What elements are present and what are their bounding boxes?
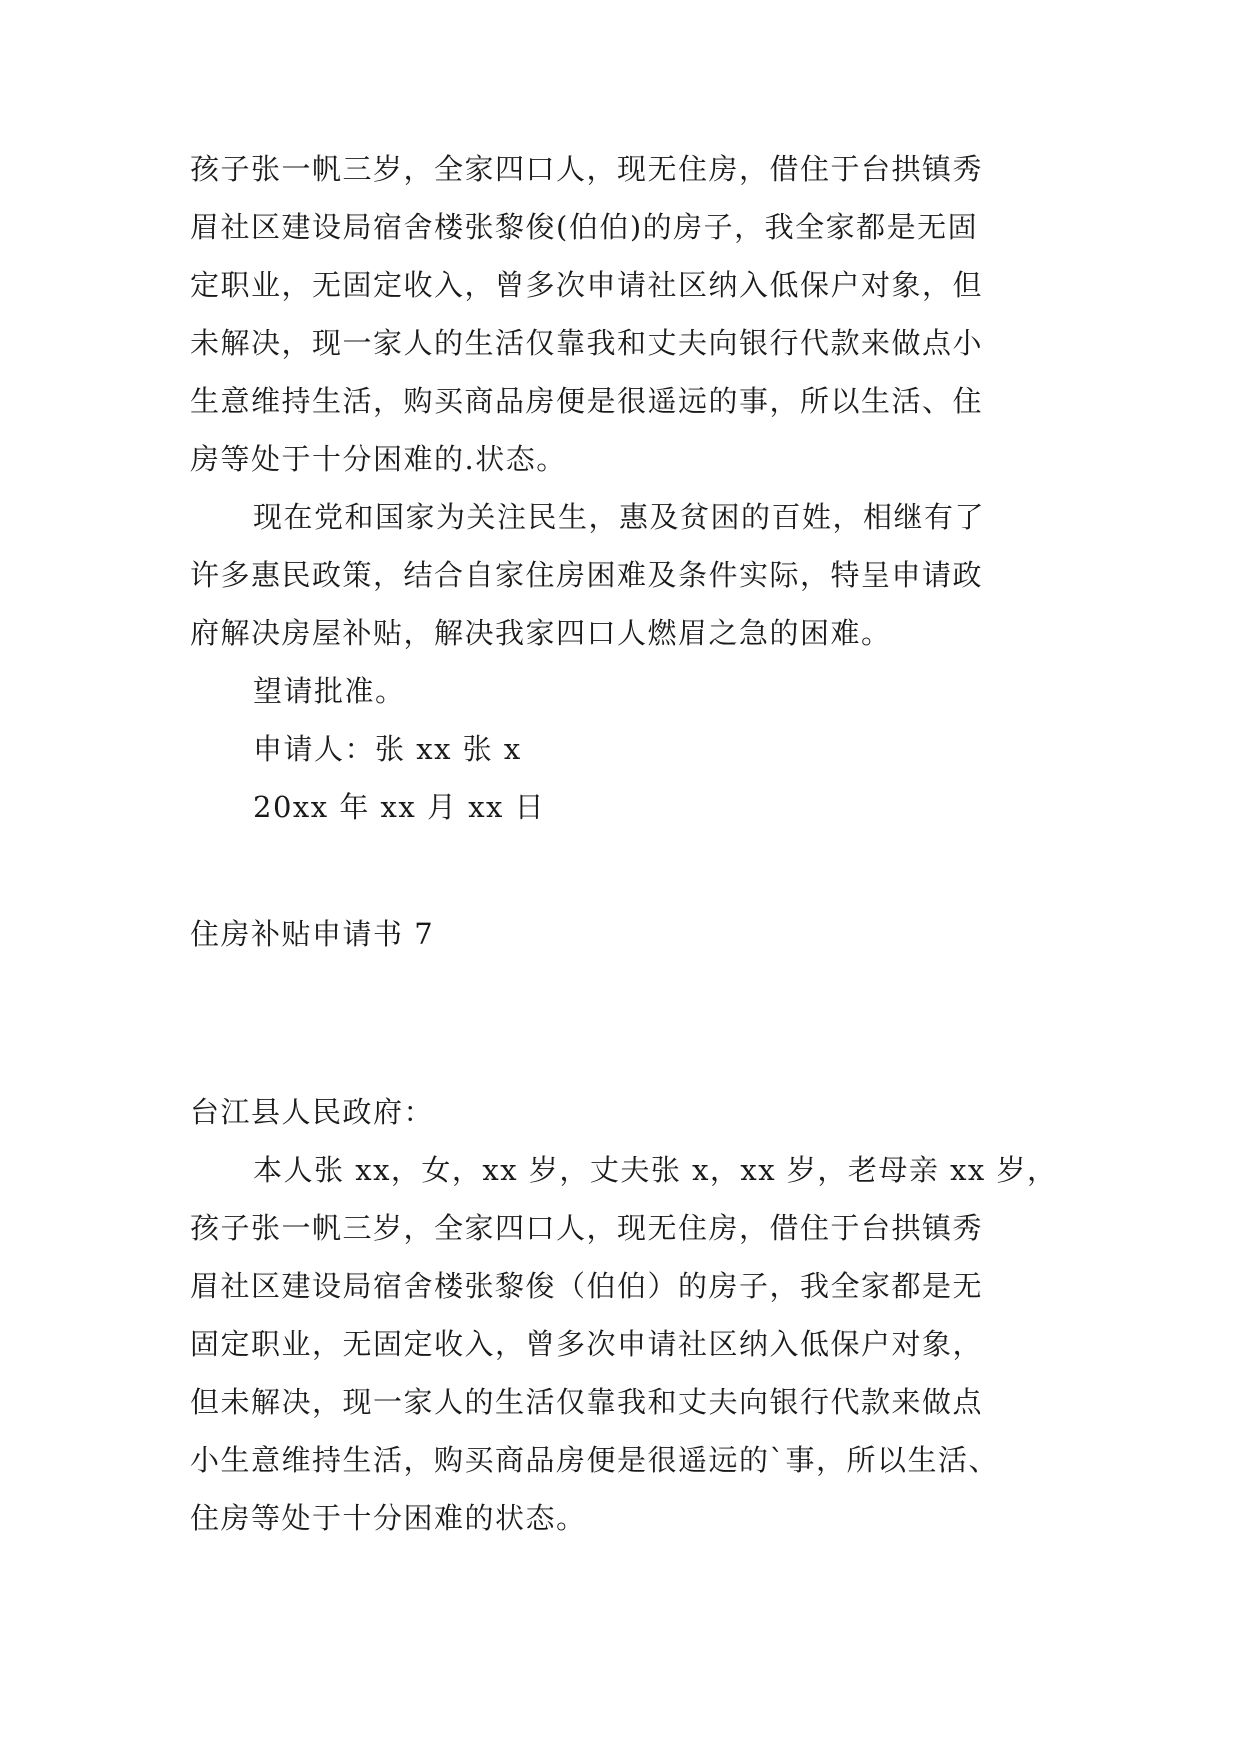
paragraph-line: 府解决房屋补贴，解决我家四口人燃眉之急的困难。 xyxy=(190,616,892,650)
paragraph-line: 现在党和国家为关注民生，惠及贫困的百姓，相继有了 xyxy=(253,500,986,534)
closing-request: 望请批准。 xyxy=(253,674,406,708)
paragraph-line: 孩子张一帆三岁，全家四口人，现无住房，借住于台拱镇秀 xyxy=(190,1211,984,1245)
paragraph-line: 未解决，现一家人的生活仅靠我和丈夫向银行代款来做点小 xyxy=(190,326,984,360)
paragraph-line: 定职业，无固定收入，曾多次申请社区纳入低保户对象，但 xyxy=(190,268,984,302)
paragraph-line: 本人张 xx，女，xx 岁，丈夫张 x，xx 岁，老母亲 xx 岁， xyxy=(253,1153,1058,1187)
paragraph-line: 房等处于十分困难的.状态。 xyxy=(190,442,567,476)
paragraph-line: 许多惠民政策，结合自家住房困难及条件实际，特呈申请政 xyxy=(190,558,984,592)
paragraph-line: 生意维持生活，购买商品房便是很遥远的事，所以生活、住 xyxy=(190,384,984,418)
paragraph-line: 孩子张一帆三岁，全家四口人，现无住房，借住于台拱镇秀 xyxy=(190,152,984,186)
application-date: 20xx 年 xx 月 xx 日 xyxy=(253,790,546,824)
paragraph-line: 眉社区建设局宿舍楼张黎俊(伯伯)的房子，我全家都是无固 xyxy=(190,210,979,244)
paragraph-line: 小生意维持生活，购买商品房便是很遥远的`事，所以生活、 xyxy=(190,1443,1000,1477)
paragraph-line: 固定职业，无固定收入，曾多次申请社区纳入低保户对象， xyxy=(190,1327,984,1361)
recipient-line: 台江县人民政府： xyxy=(190,1095,435,1129)
section-title: 住房补贴申请书 7 xyxy=(190,917,435,951)
paragraph-line: 住房等处于十分困难的状态。 xyxy=(190,1501,587,1535)
paragraph-line: 眉社区建设局宿舍楼张黎俊（伯伯）的房子，我全家都是无 xyxy=(190,1269,984,1303)
paragraph-line: 但未解决，现一家人的生活仅靠我和丈夫向银行代款来做点 xyxy=(190,1385,984,1419)
applicant-signature: 申请人：张 xx 张 x xyxy=(253,732,522,766)
